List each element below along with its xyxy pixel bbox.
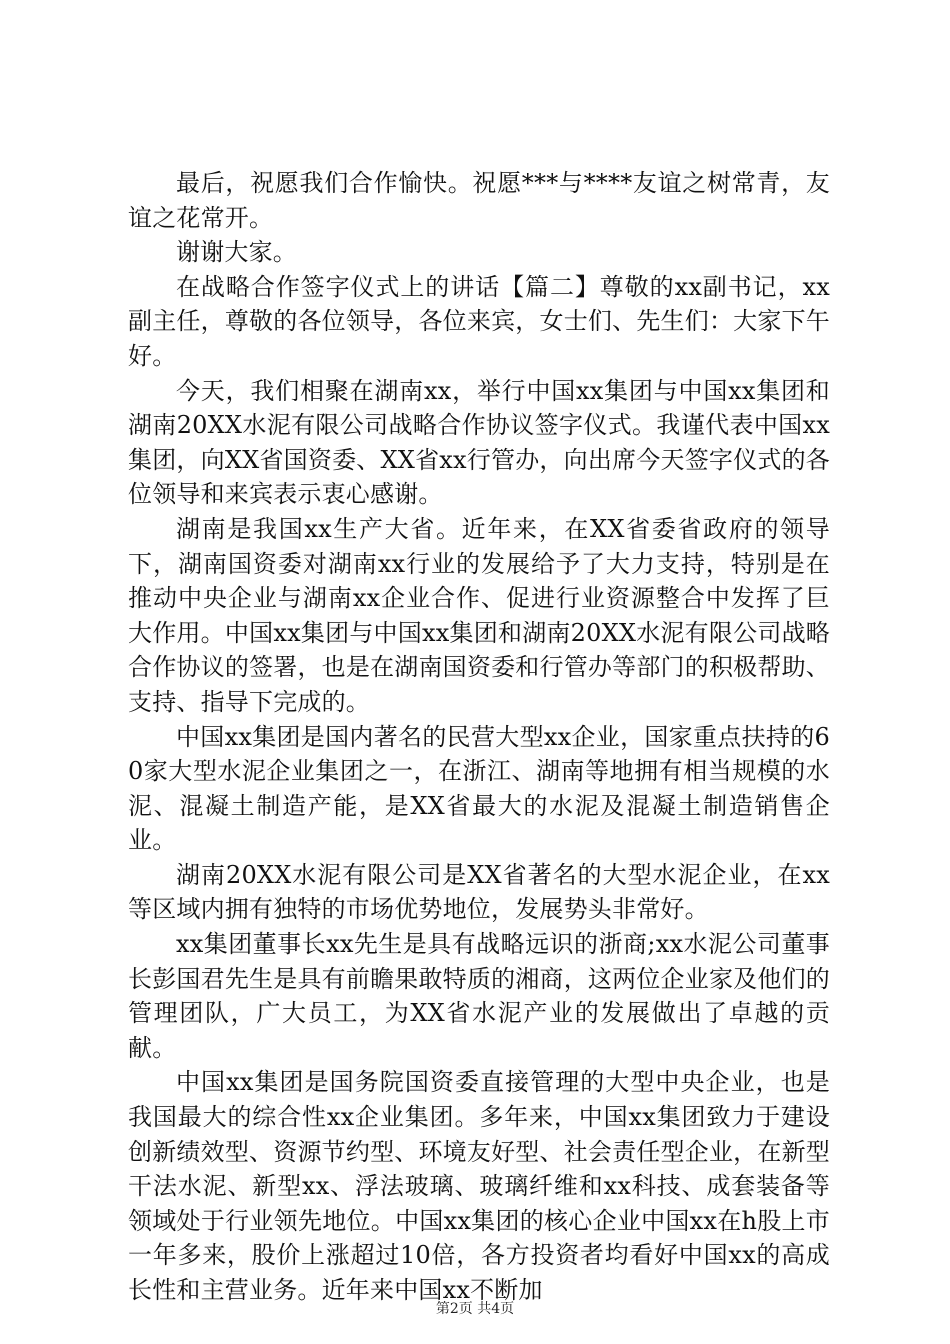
paragraph-thanks: 谢谢大家。 (176, 238, 297, 267)
paragraph-today: 今天，我们相聚在湖南xx，举行中国xx集团与中国xx集团和湖南20XX水泥有限公司战略合作协议签字仪式。我谨代表中国xx集团，向XX省国资委、XX省xx行管办，向出席今天签字仪式的各位领导和来宾表示衷心感谢。 (128, 376, 830, 509)
page-number-footer: 第2页 共4页 (435, 1301, 515, 1317)
paragraph-speech-title-greeting: 在战略合作签字仪式上的讲话【篇二】尊敬的xx副书记，xx副主任，尊敬的各位领导，各位来宾，女士们、先生们：大家下午好。 (128, 272, 830, 370)
paragraph-central-enterprise: 中国xx集团是国务院国资委直接管理的大型中央企业，也是我国最大的综合性xx企业集团。多年来，中国xx集团致力于建设创新绩效型、资源节约型、环境友好型、社会责任型企业，在新型干法水泥、新型xx、浮法玻璃、玻璃纤维和xx科技、成套装备等领域处于行业领先地位。中国xx集团的核心企业中国xx在h股上市一年多来，股价上涨超过10倍，各方投资者均看好中国xx的高成长性和主营业务。近年来中国xx不断加 (128, 1068, 830, 1304)
paragraph-hunan: 湖南是我国xx生产大省。近年来，在XX省委省政府的领导下，湖南国资委对湖南xx行业的发展给予了大力支持，特别是在推动中央企业与湖南xx企业合作、促进行业资源整合中发挥了巨大作用。中国xx集团与中国xx集团和湖南20XX水泥有限公司战略合作协议的签署，也是在湖南国资委和行管办等部门的积极帮助、支持、指导下完成的。 (128, 514, 830, 716)
paragraph-closing-wish: 最后，祝愿我们合作愉快。祝愿***与****友谊之树常青，友谊之花常开。 (128, 169, 830, 232)
paragraph-chairmen: xx集团董事长xx先生是具有战略远识的浙商;xx水泥公司董事长彭国君先生是具有前瞻果敢特质的湘商，这两位企业家及他们的管理团队，广大员工，为XX省水泥产业的发展做出了卓越的贡献。 (128, 930, 830, 1062)
document-body (128, 166, 830, 1308)
paragraph-group-intro: 中国xx集团是国内著名的民营大型xx企业，国家重点扶持的60家大型水泥企业集团之一，在浙江、湖南等地拥有相当规模的水泥、混凝土制造产能，是XX省最大的水泥及混凝土制造销售企业。 (128, 722, 830, 855)
paragraph-cement-company: 湖南20XX水泥有限公司是XX省著名的大型水泥企业，在xx等区域内拥有独特的市场优势地位，发展势头非常好。 (128, 860, 830, 924)
